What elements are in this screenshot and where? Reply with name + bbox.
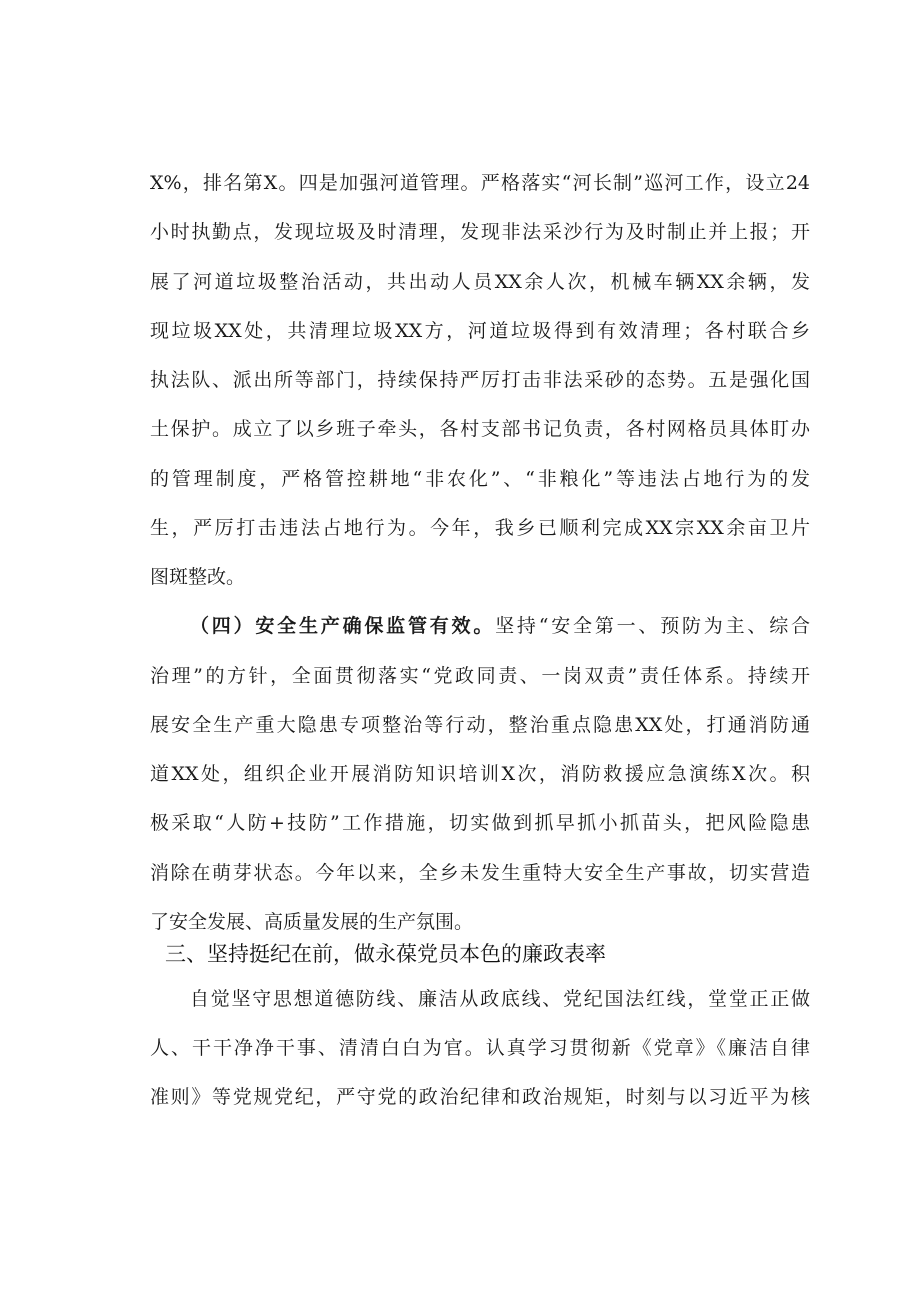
text-line: 人、干干净净干事、清清白白为官。认真学习贯彻新《党章》《廉洁自律 [150,1037,810,1059]
text-line: 道XX处，组织企业开展消防知识培训X次，消防救援应急演练X次。积 [150,763,810,785]
text-line: 极采取“人防+技防”工作措施，切实做到抓早抓小抓苗头，把风险隐患 [150,812,810,834]
text-line: 生，严厉打击违法占地行为。今年，我乡已顺利完成XX宗XX余亩卫片 [150,517,810,539]
text-line: 土保护。成立了以乡班子牵头，各村支部书记负责，各村网格员具体盯办 [150,418,810,440]
text-line: X%，排名第X。四是加强河道管理。严格落实“河长制”巡河工作，设立24 [150,172,810,194]
subsection-heading: （四）安全生产确保监管有效。 [190,615,496,637]
text-line: 准则》等党规党纪，严守党的政治纪律和政治规矩，时刻与以习近平为核 [150,1086,810,1108]
text-line: 消除在萌芽状态。今年以来，全乡未发生重特大安全生产事故，切实营造 [150,862,810,884]
text-line: 现垃圾XX处，共清理垃圾XX方，河道垃圾得到有效清理；各村联合乡 [150,320,810,342]
text-line: 图斑整改。 [150,566,246,588]
text-run: 坚持“安全第一、预防为主、综合 [495,615,810,637]
text-line: 了安全发展、高质量发展的生产氛围。 [150,911,474,933]
text-line: 执法队、派出所等部门，持续保持严厉打击非法采砂的态势。五是强化国 [150,369,810,391]
text-line: 展了河道垃圾整治活动，共出动人员XX余人次，机械车辆XX余辆，发 [150,271,810,293]
text-line: 治理”的方针，全面贯彻落实“党政同责、一岗双责”责任体系。持续开 [150,665,810,687]
text-line: 小时执勤点，发现垃圾及时清理，发现非法采沙行为及时制止并上报；开 [150,221,810,243]
text-line: 自觉坚守思想道德防线、廉洁从政底线、党纪国法红线，堂堂正正做 [190,988,810,1010]
text-line: 展安全生产重大隐患专项整治等行动，整治重点隐患XX处，打通消防通 [150,714,810,736]
text-line: 的管理制度，严格管控耕地“非农化”、“非粮化”等违法占地行为的发 [150,468,810,490]
text-line [190,606,810,646]
section-heading: 三、坚持挺纪在前，做永葆党员本色的廉政表率 [165,942,606,966]
